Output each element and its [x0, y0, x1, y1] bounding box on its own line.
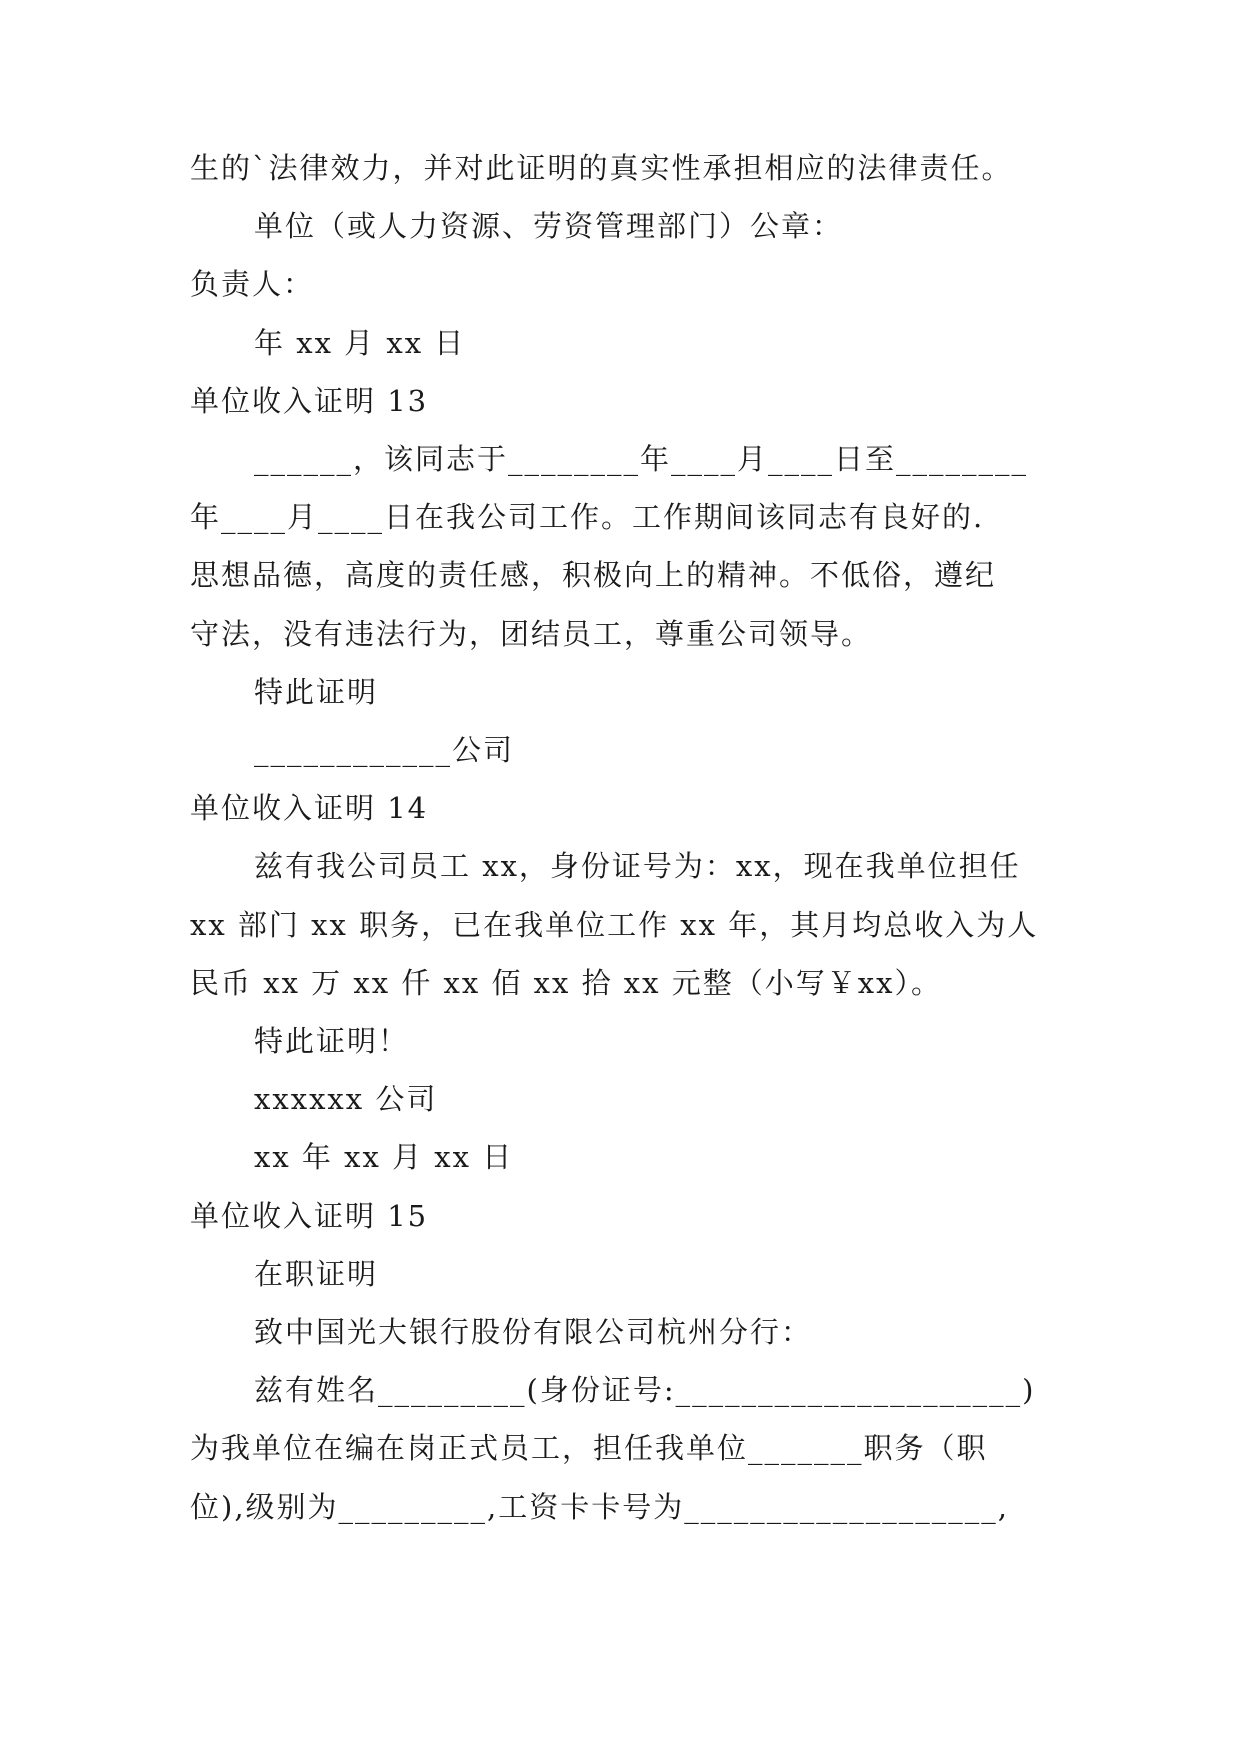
text-line: 单位收入证明 15	[190, 1199, 429, 1233]
text-line: xx 部门 xx 职务，已在我单位工作 xx 年，其月均总收入为人	[190, 908, 1039, 942]
text-line: 守法，没有违法行为，团结员工，尊重公司领导。	[190, 617, 873, 651]
text-line: 致中国光大银行股份有限公司杭州分行：	[254, 1315, 813, 1349]
text-line: 兹有我公司员工 xx，身份证号为：xx，现在我单位担任	[254, 849, 1021, 883]
text-line: 民币 xx 万 xx 仟 xx 佰 xx 拾 xx 元整（小写￥xx）。	[190, 966, 942, 1000]
text-line: ______，该同志于________年____月____日至________	[254, 442, 1029, 476]
text-line: ____________公司	[254, 733, 515, 767]
text-line: 单位收入证明 13	[190, 384, 429, 418]
text-line: 年 xx 月 xx 日	[254, 326, 466, 360]
text-line: 位),级别为_________,工资卡卡号为___________________,	[190, 1490, 1009, 1524]
text-line: 在职证明	[254, 1257, 379, 1291]
text-line: 特此证明	[254, 675, 379, 709]
text-line: 为我单位在编在岗正式员工，担任我单位_______职务（职	[190, 1431, 988, 1465]
text-line: 年____月____日在我公司工作。工作期间该同志有良好的.	[190, 500, 985, 534]
text-line: 单位（或人力资源、劳资管理部门）公章：	[254, 209, 844, 243]
text-line: 单位收入证明 14	[190, 791, 429, 825]
text-line: xxxxxx 公司	[254, 1082, 438, 1116]
text-line: 生的`法律效力，并对此证明的真实性承担相应的法律责任。	[190, 151, 1013, 185]
text-line: 兹有姓名_________(身份证号:_____________________)	[254, 1373, 1036, 1407]
text-line: 思想品德，高度的责任感，积极向上的精神。不低俗，遵纪	[190, 558, 997, 592]
text-line: xx 年 xx 月 xx 日	[254, 1140, 514, 1174]
text-line: 负责人：	[190, 267, 315, 301]
text-line: 特此证明！	[254, 1024, 410, 1058]
